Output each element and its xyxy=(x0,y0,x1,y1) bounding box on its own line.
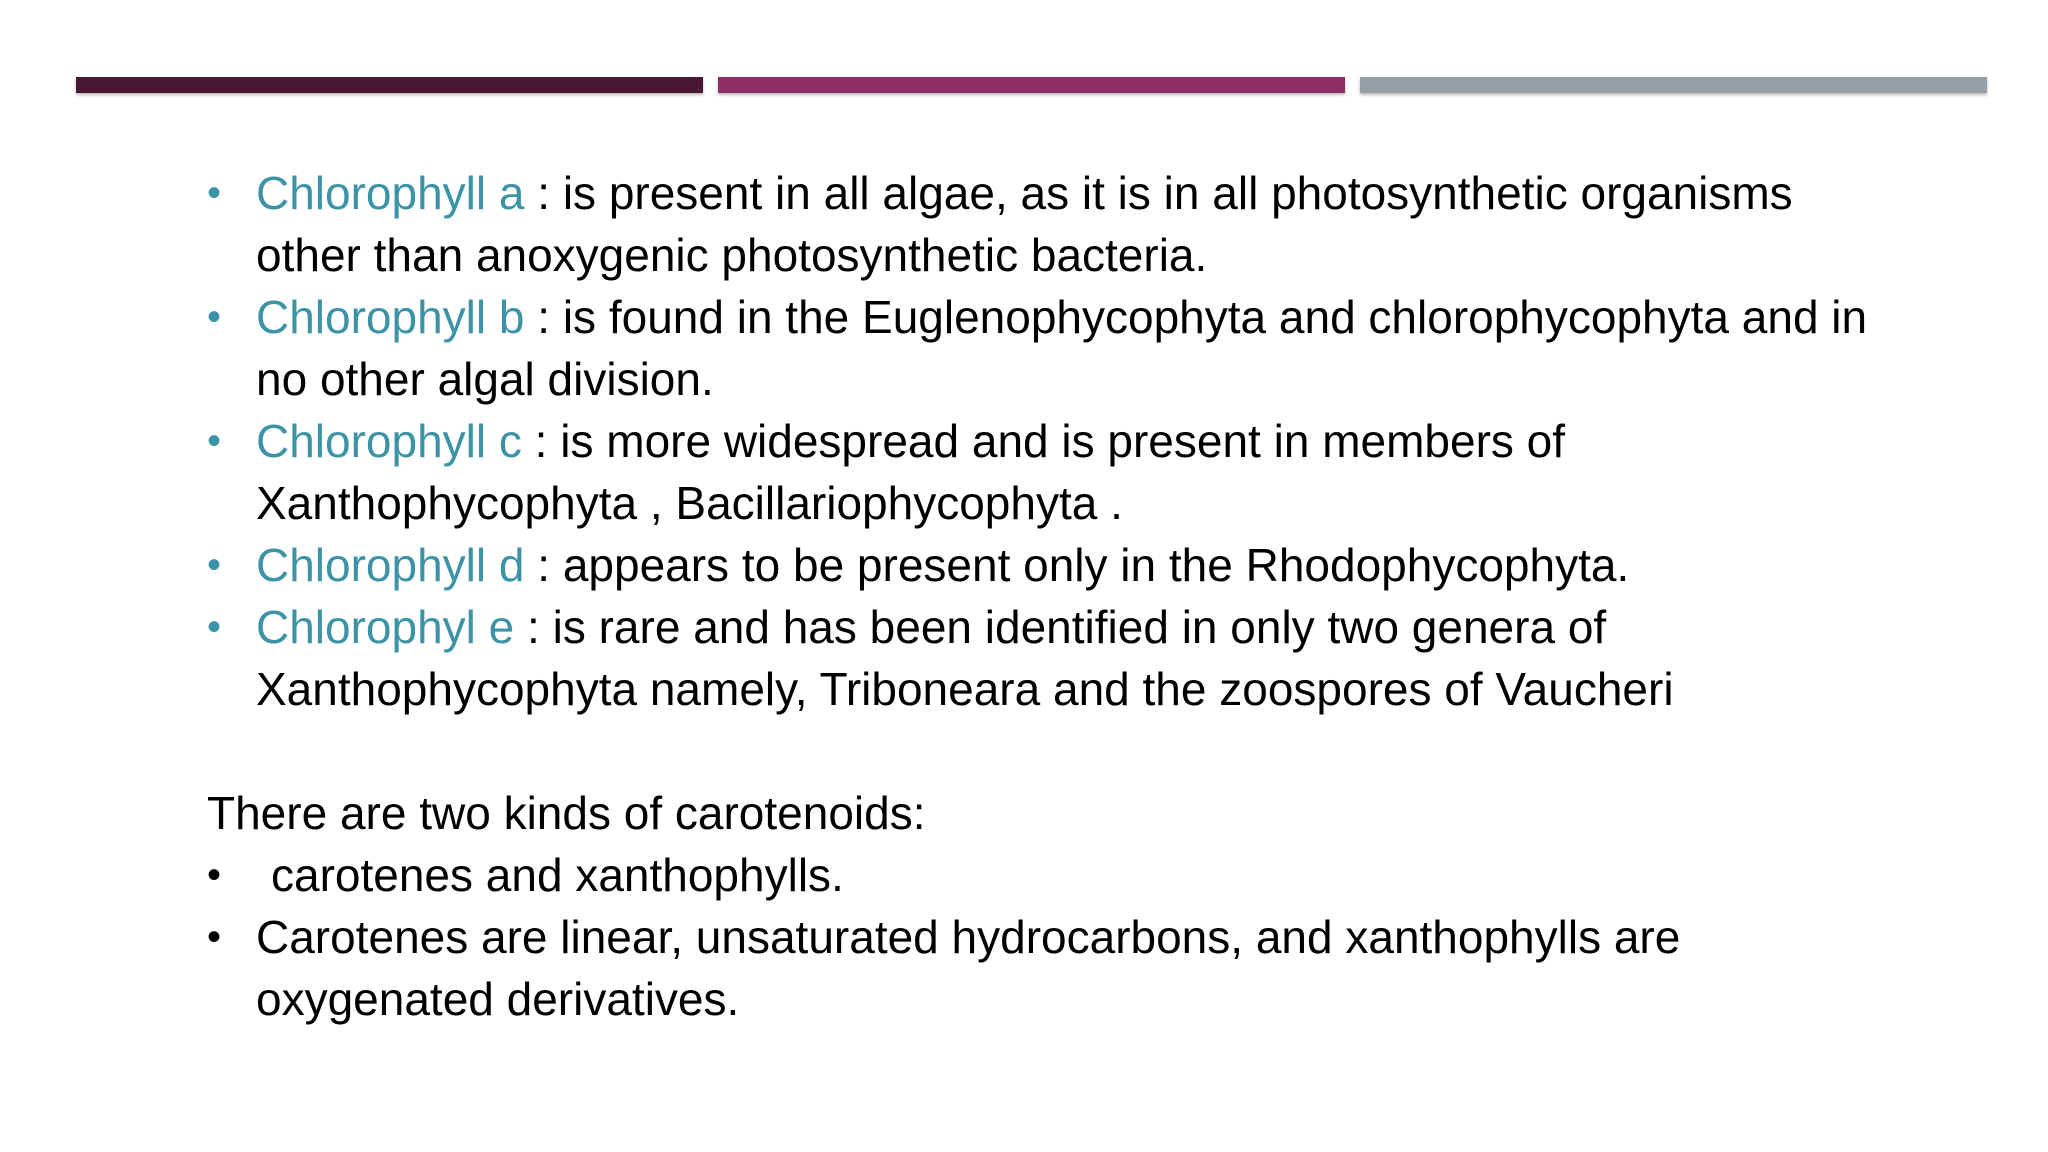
accent-bar-dark-plum xyxy=(76,77,703,93)
pigment-name: Chlorophyll d xyxy=(256,539,525,591)
list-item xyxy=(207,162,1907,286)
pigment-description: : is present in all algae, as it is in all photosynthetic organisms other than anoxygenic photosynthetic bacteria. xyxy=(256,167,1793,281)
bullet-icon: • xyxy=(207,419,222,463)
pigment-name: Chlorophyll b xyxy=(256,291,525,343)
list-item xyxy=(207,596,1907,720)
list-item xyxy=(207,410,1907,534)
bullet-icon: • xyxy=(207,915,222,959)
bullet-icon: • xyxy=(207,171,222,215)
list-item xyxy=(207,286,1907,410)
bullet-icon: • xyxy=(207,605,222,649)
accent-bar-gray xyxy=(1360,77,1987,93)
list-item xyxy=(207,906,1907,1030)
pigment-description: : is more widespread and is present in members of Xanthophycophyta , Bacillariophycophyta . xyxy=(256,415,1566,529)
spacer xyxy=(207,720,1907,782)
accent-bar-magenta xyxy=(718,77,1345,93)
pigment-name: Chlorophyll a xyxy=(256,167,525,219)
list-item xyxy=(207,534,1907,596)
list-item xyxy=(207,844,1907,906)
bullet-icon: • xyxy=(207,853,222,897)
slide-body xyxy=(207,162,1907,1030)
list-item-text: carotenes and xanthophylls. xyxy=(271,849,844,901)
carotenoids-heading: There are two kinds of carotenoids: xyxy=(207,787,926,839)
pigment-name: Chlorophyll c xyxy=(256,415,522,467)
pigment-description: : is found in the Euglenophycophyta and chlorophycophyta and in no other algal division. xyxy=(256,291,1868,405)
chlorophyll-list xyxy=(207,162,1907,720)
pigment-description: : appears to be present only in the Rhodophycophyta. xyxy=(524,539,1630,591)
carotenoids-list xyxy=(207,844,1907,1030)
bullet-icon: • xyxy=(207,543,222,587)
bullet-icon: • xyxy=(207,295,222,339)
list-item-text: Carotenes are linear, unsaturated hydrocarbons, and xanthophylls are oxygenated derivatives. xyxy=(256,911,1681,1025)
pigment-name: Chlorophyl e xyxy=(256,601,515,653)
pigment-description: : is rare and has been identified in only two genera of Xanthophycophyta namely, Triboneara and the zoospores of Vaucheri xyxy=(256,601,1674,715)
